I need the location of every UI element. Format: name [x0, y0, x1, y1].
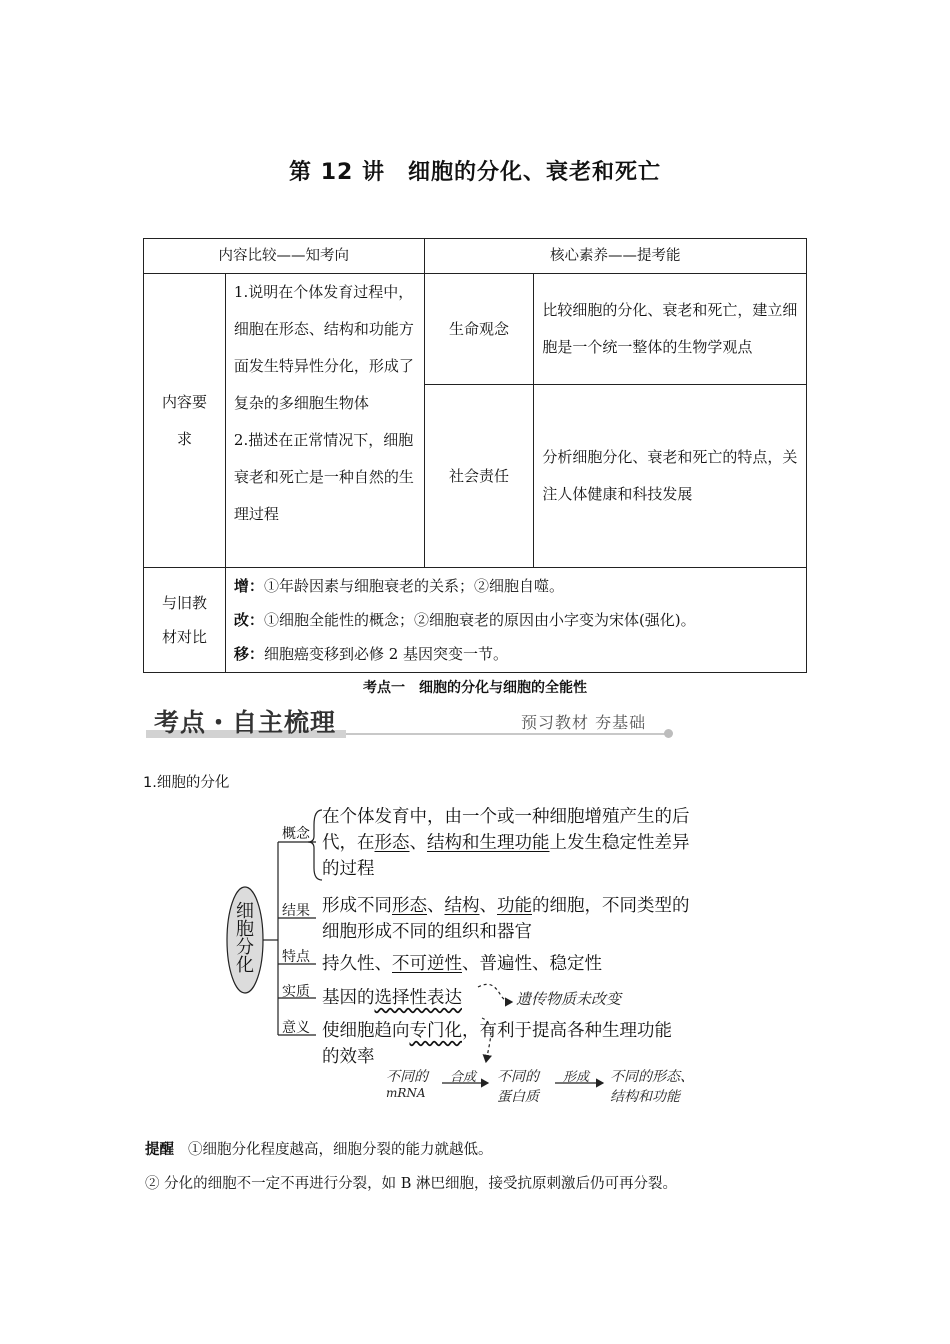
section-title: 考点一 细胞的分化与细胞的全能性 [363, 680, 587, 696]
key-term: 形态 [374, 833, 410, 853]
text-run: 持久性、 [322, 954, 392, 974]
banner-line [346, 733, 668, 735]
flow-node-structure [610, 1066, 694, 1106]
essence-text [322, 985, 462, 1011]
requirement-item: 2.描述在正常情况下，细胞衰老和死亡是一种自然的生理过程 [233, 431, 414, 523]
concept-line: 的过程 [322, 859, 375, 879]
concept-line [322, 830, 690, 856]
meaning-line: 的效率 [322, 1047, 375, 1067]
banner-subtitle: 预习教材 夯基础 [521, 713, 647, 732]
comparison-text: 细胞癌变移到必修 2 基因突变一节。 [263, 645, 509, 663]
reminder-2: ② 分化的细胞不一定不再进行分裂，如 B 淋巴细胞，接受抗原刺激后仍可再分裂。 [145, 1176, 677, 1192]
text-run: 上发生稳定性差异 [549, 833, 690, 853]
banner-title: 考点・自主梳理 [154, 708, 337, 737]
center-char: 化 [236, 955, 254, 976]
center-label [234, 903, 256, 975]
text-run: 代，在 [322, 833, 375, 853]
comparison-cell [225, 568, 806, 673]
label-result: 结果 [282, 903, 310, 919]
center-char: 胞 [236, 919, 254, 940]
row-label-requirements: 内容要求 [144, 274, 226, 568]
row-label-old-textbook: 与旧教材对比 [144, 568, 226, 673]
key-term: 功能 [497, 896, 532, 916]
section-banner [146, 703, 678, 741]
concept-line: 在个体发育中，由一个或一种细胞增殖产生的后 [322, 807, 690, 827]
text-run: 的细胞，不同类型的 [532, 896, 690, 916]
reminder-label: 提醒 [145, 1142, 174, 1158]
objectives-table [143, 238, 807, 673]
text-run: 、 [479, 896, 497, 916]
label-feature: 特点 [282, 949, 310, 965]
label-meaning: 意义 [282, 1020, 310, 1036]
meaning-line [322, 1018, 672, 1044]
result-line [322, 893, 690, 919]
comparison-key: 增： [233, 577, 264, 595]
feature-text [322, 951, 602, 977]
key-term: 形态 [392, 896, 427, 916]
text-run: 、 [427, 896, 445, 916]
result-line: 细胞形成不同的组织和器官 [322, 922, 532, 942]
key-term: 专门化 [409, 1021, 462, 1041]
banner-dot [664, 729, 673, 738]
key-term: 结构 [444, 896, 480, 916]
text-run: 基因的 [322, 988, 375, 1008]
center-char: 分 [236, 937, 254, 958]
core-name: 生命观念 [424, 274, 534, 385]
key-term: 结构和生理功能 [427, 833, 550, 853]
flow-text: mRNA [386, 1086, 426, 1100]
table-header-core-literacy: 核心素养——提考能 [424, 239, 806, 274]
table-header-content-compare: 内容比较——知考向 [144, 239, 425, 274]
comparison-key: 移： [233, 645, 264, 663]
result-text [322, 893, 690, 945]
differentiation-diagram [220, 800, 740, 1115]
core-name: 社会责任 [424, 385, 534, 568]
requirement-item: 1.说明在个体发育过程中，细胞在形态、结构和功能方面发生特异性分化，形成了复杂的多细胞生物体 [233, 283, 414, 412]
center-char: 细 [236, 901, 254, 922]
flow-text: 不同的形态、 [610, 1069, 694, 1085]
requirements-cell [225, 274, 424, 568]
sub-heading: 1.细胞的分化 [143, 775, 230, 791]
meaning-text [322, 1018, 672, 1070]
text-run: 、 [409, 833, 427, 853]
flow-text: 蛋白质 [497, 1089, 539, 1105]
core-text: 比较细胞的分化、衰老和死亡，建立细胞是一个统一整体的生物学观点 [534, 274, 807, 385]
flow-node-mrna [386, 1066, 428, 1100]
key-term: 选择性表达 [374, 988, 462, 1008]
comparison-text: ①细胞全能性的概念；②细胞衰老的原因由小字变为宋体(强化)。 [263, 611, 696, 629]
flow-edge-synthesis: 合成 [450, 1070, 477, 1085]
comparison-item [234, 637, 798, 671]
key-term: 不可逆性 [392, 954, 462, 974]
flow-text: 不同的 [386, 1069, 428, 1085]
flow-text: 结构和功能 [610, 1089, 680, 1105]
essence-note: 遗传物质未改变 [516, 990, 622, 1008]
flow-edge-form: 形成 [563, 1070, 590, 1085]
reminder-text: ①细胞分化程度越高，细胞分裂的能力就越低。 [188, 1142, 493, 1158]
comparison-item [234, 569, 798, 603]
reminder-1 [145, 1138, 493, 1159]
text-run: 、普遍性、稳定性 [462, 954, 602, 974]
page-title: 第 12 讲 细胞的分化、衰老和死亡 [289, 160, 661, 185]
flow-node-protein [497, 1066, 539, 1106]
comparison-item [234, 603, 798, 637]
comparison-key: 改： [233, 611, 264, 629]
flow-text: 不同的 [497, 1069, 539, 1085]
label-essence: 实质 [282, 984, 310, 1000]
text-run: 使细胞趋向 [322, 1021, 410, 1041]
comparison-text: ①年龄因素与细胞衰老的关系；②细胞自噬。 [263, 577, 564, 595]
concept-text [322, 804, 690, 882]
core-text: 分析细胞分化、衰老和死亡的特点，关注人体健康和科技发展 [534, 385, 807, 568]
label-concept: 概念 [282, 826, 310, 842]
text-run: ，有利于提高各种生理功能 [462, 1021, 672, 1041]
text-run: 形成不同 [322, 896, 392, 916]
